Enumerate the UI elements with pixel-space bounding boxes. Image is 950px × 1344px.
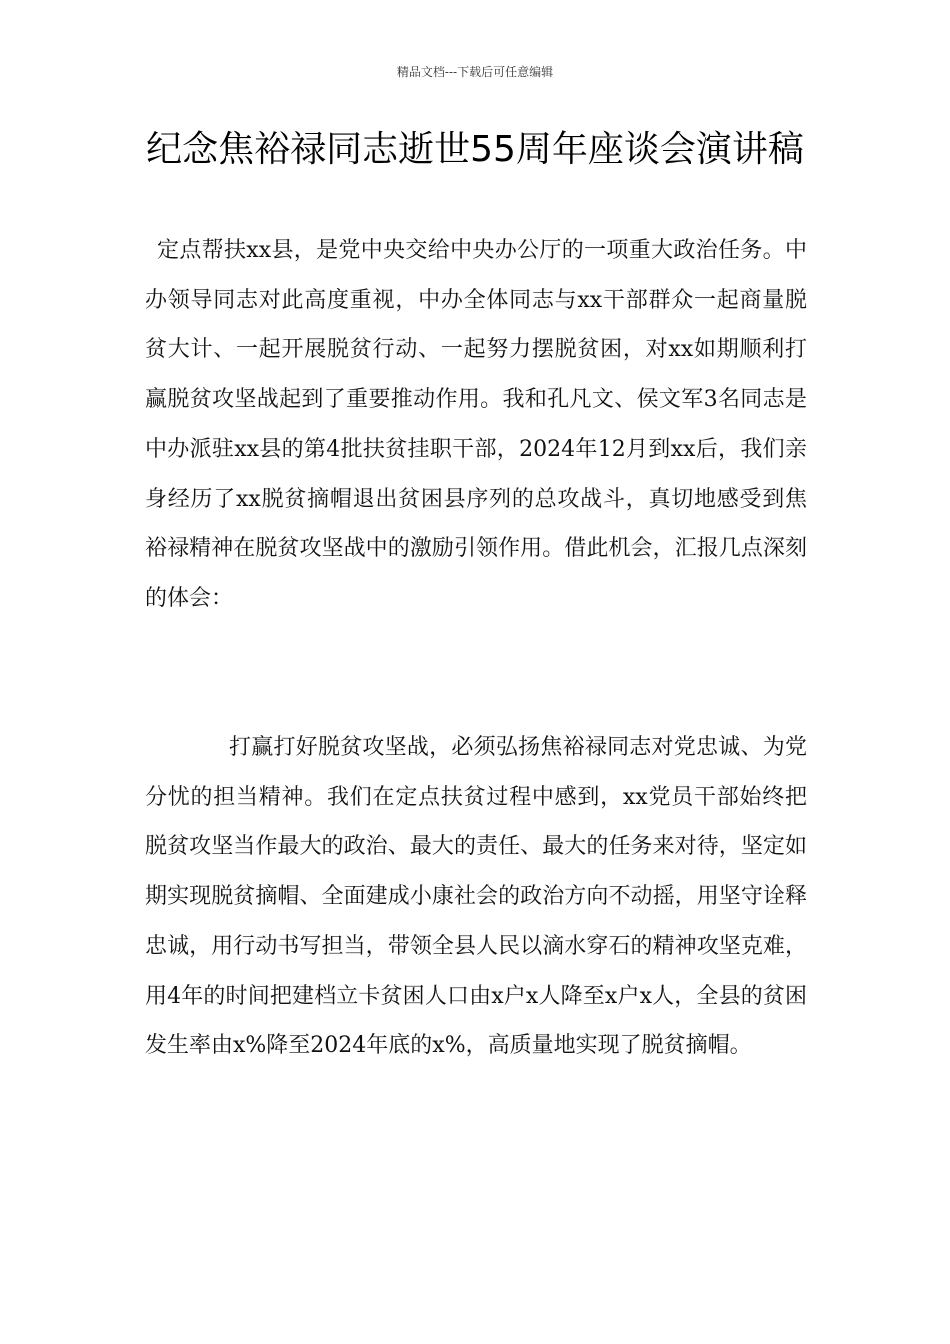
header-note: 精品文档---下载后可任意编辑 [396,65,554,79]
body-paragraph-2: 打赢打好脱贫攻坚战，必须弘扬焦裕禄同志对党忠诚、为党分忧的担当精神。我们在定点扶贫过程中感到，xx党员干部始终把脱贫攻坚当作最大的政治、最大的责任、最大的任务来对待，坚定如期实现脱贫摘帽、全面建成小康社会的政治方向不动摇，用坚守诠释忠诚，用行动书写担当，带领全县人民以滴水穿石的精神攻坚克难，用4年的时间把建档立卡贫困人口由x户x人降至x户x人，全县的贫困发生率由x%降至2024年底的x%，高质量地实现了脱贫摘帽。 [145,735,807,1059]
body-paragraph-1: 定点帮扶xx县，是党中央交给中央办公厅的一项重大政治任务。中办领导同志对此高度重视，中办全体同志与xx干部群众一起商量脱贫大计、一起开展脱贫行动、一起努力摆脱贫困，对xx如期顺利打赢脱贫攻坚战起到了重要推动作用。我和孔凡文、侯文军3名同志是中办派驻xx县的第4批扶贫挂职干部，2024年12月到xx后，我们亲身经历了xx脱贫摘帽退出贫困县序列的总攻战斗，真切地感受到焦裕禄精神在脱贫攻坚战中的激励引领作用。借此机会，汇报几点深刻的体会： [145,238,807,611]
document-title: 纪念焦裕禄同志逝世55周年座谈会演讲稿 [146,129,804,170]
